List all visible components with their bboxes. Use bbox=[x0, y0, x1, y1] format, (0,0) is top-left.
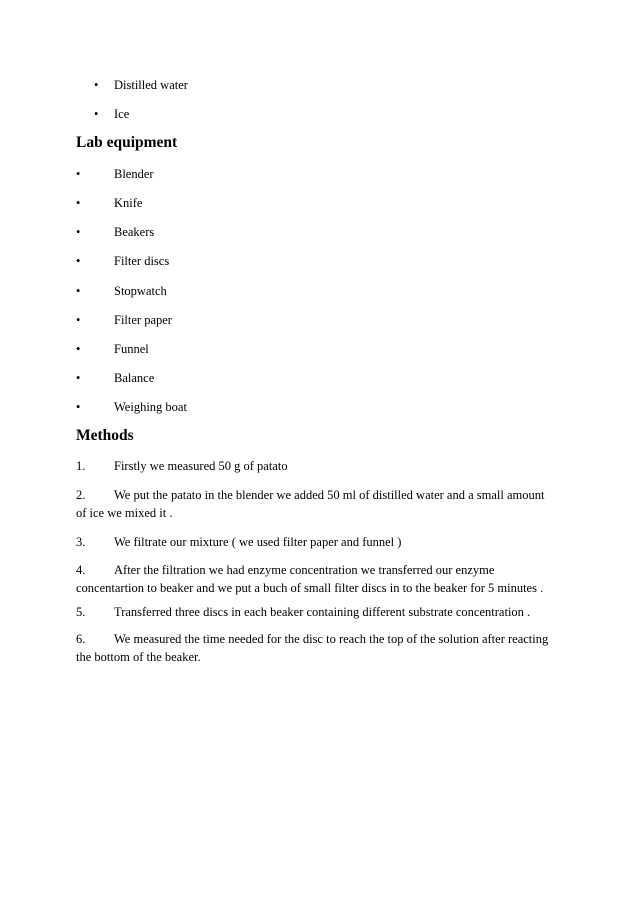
bullet-marker: • bbox=[76, 254, 81, 268]
equipment-item-beakers: Beakers bbox=[114, 225, 155, 239]
bullet-marker: • bbox=[76, 167, 81, 181]
equipment-item-funnel: Funnel bbox=[114, 342, 149, 356]
bullet-marker: • bbox=[94, 78, 99, 92]
bullet-marker: • bbox=[76, 342, 81, 356]
equipment-item-weighing-boat: Weighing boat bbox=[114, 400, 187, 414]
method-step-number: 6. bbox=[76, 632, 86, 646]
bullet-marker: • bbox=[76, 400, 81, 414]
method-step-text: We put the patato in the blender we added 50 ml of distilled water and a small amount bbox=[114, 488, 545, 502]
material-item-distilled-water: Distilled water bbox=[114, 78, 188, 92]
equipment-item-filter-paper: Filter paper bbox=[114, 313, 172, 327]
method-step bbox=[76, 533, 566, 551]
method-step-number: 3. bbox=[76, 535, 86, 549]
method-step bbox=[76, 630, 566, 666]
bullet-marker: • bbox=[76, 313, 81, 327]
method-step-text-continued: the bottom of the beaker. bbox=[76, 650, 201, 664]
method-step-text: We filtrate our mixture ( we used filter paper and funnel ) bbox=[114, 535, 402, 549]
method-step-text: We measured the time needed for the disc to reach the top of the solution after reacting bbox=[114, 632, 549, 646]
method-step-text: After the filtration we had enzyme concentration we transferred our enzyme bbox=[114, 563, 495, 577]
method-step-text-continued: of ice we mixed it . bbox=[76, 506, 173, 520]
equipment-item-balance: Balance bbox=[114, 371, 155, 385]
bullet-marker: • bbox=[94, 107, 99, 121]
lab-equipment-heading: Lab equipment bbox=[76, 134, 178, 151]
method-step-text-continued: concentartion to beaker and we put a buch of small filter discs in to the beaker for 5 minutes . bbox=[76, 581, 544, 595]
method-step-number: 5. bbox=[76, 605, 86, 619]
method-step bbox=[76, 603, 566, 621]
material-item-ice: Ice bbox=[114, 107, 130, 121]
equipment-item-filter-discs: Filter discs bbox=[114, 254, 170, 268]
method-step-number: 1. bbox=[76, 459, 86, 473]
equipment-item-blender: Blender bbox=[114, 167, 154, 181]
equipment-item-knife: Knife bbox=[114, 196, 143, 210]
bullet-marker: • bbox=[76, 371, 81, 385]
method-step bbox=[76, 561, 566, 597]
bullet-marker: • bbox=[76, 225, 81, 239]
bullet-marker: • bbox=[76, 196, 81, 210]
equipment-item-stopwatch: Stopwatch bbox=[114, 284, 167, 298]
method-step bbox=[76, 457, 566, 475]
bullet-marker: • bbox=[76, 284, 81, 298]
method-step-number: 2. bbox=[76, 488, 86, 502]
method-step-text: Transferred three discs in each beaker containing different substrate concentration . bbox=[114, 605, 531, 619]
methods-heading: Methods bbox=[76, 427, 134, 444]
method-step-text: Firstly we measured 50 g of patato bbox=[114, 459, 288, 473]
method-step-number: 4. bbox=[76, 563, 86, 577]
method-step bbox=[76, 486, 566, 522]
